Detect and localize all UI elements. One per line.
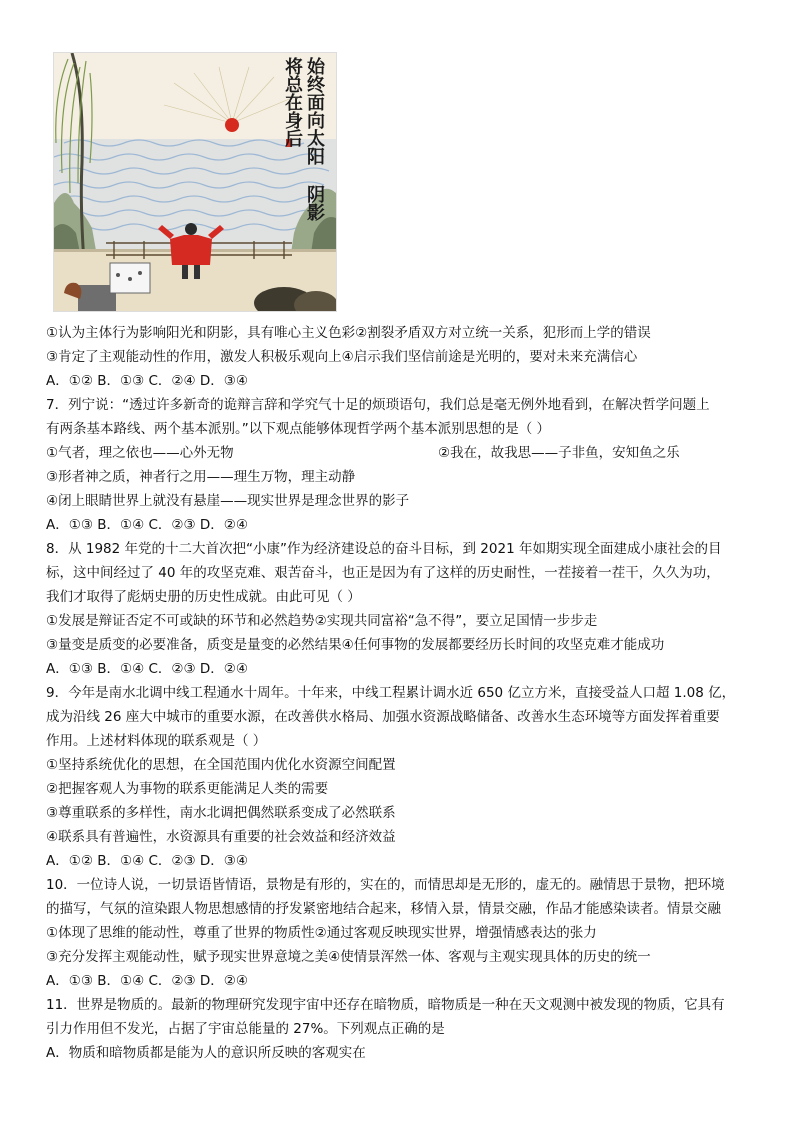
calligraphy-text-3: 将总在身后 <box>282 57 303 147</box>
calligraphy-column-2 <box>304 185 325 221</box>
q8-option-line-2: ③量变是质变的必要准备，质变是量变的必然结果④任何事物的发展都要经历长时间的攻坚克难才能成功 <box>46 637 665 653</box>
q10-option-line-1: ①体现了思维的能动性，尊重了世界的物质性②通过客观反映现实世界，增强情感表达的张力 <box>46 925 597 941</box>
question-8 <box>46 537 756 681</box>
calligraphy-column-1 <box>304 57 325 165</box>
q10-stem-line-2: 的描写，气氛的渲染跟人物思想感情的抒发紧密地结合起来，移情入景，情景交融，作品才能感染读者。情景交融 <box>46 901 721 917</box>
q11-stem-line-2: 引力作用但不发光，占据了宇宙总能量的 27%。下列观点正确的是 <box>46 1021 445 1037</box>
question-10 <box>46 873 756 993</box>
sun-icon <box>225 118 239 132</box>
q10-option-line-2: ③充分发挥主观能动性，赋予现实世界意境之美④使情景浑然一体、客观与主观实现具体的历史的统一 <box>46 949 651 965</box>
ink-painting-illustration <box>53 52 337 312</box>
calligraphy-text-2: 阴影 <box>304 185 325 221</box>
q6-option-line-2: ③肯定了主观能动性的作用，激发人积极乐观向上④启示我们坚信前途是光明的，要对未来充满信心 <box>46 349 638 365</box>
q7-option-1: ①气者，理之依也——心外无物 <box>46 445 234 461</box>
q7-option-3: ③形者神之质，神者行之用——理生万物，理主动静 <box>46 469 356 485</box>
q6-answer-choices: A．①② B．①③ C．②④ D．③④ <box>46 373 249 389</box>
calligraphy-column-3 <box>282 57 303 147</box>
q7-option-4: ④闭上眼睛世界上就没有悬崖——现实世界是理念世界的影子 <box>46 493 410 509</box>
q9-option-2: ②把握客观人为事物的联系更能满足人类的需要 <box>46 781 329 797</box>
q9-option-1: ①坚持系统优化的思想，在全国范围内优化水资源空间配置 <box>46 757 396 773</box>
q10-stem-line-1: 10．一位诗人说，一切景语皆情语，景物是有形的，实在的，而情思却是无形的，虚无的。融情思于景物，把环境 <box>46 877 725 893</box>
q7-options-row-1 <box>46 441 756 465</box>
calligraphy-text-1: 始终面向太阳 <box>304 57 325 165</box>
q11-stem-line-1: 11．世界是物质的。最新的物理研究发现宇宙中还存在暗物质，暗物质是一种在天文观测中被发现的物质，它具有 <box>46 997 725 1013</box>
q8-stem-line-2: 标，这中间经过了 40 年的攻坚克难、艰苦奋斗，也正是因为有了这样的历史耐性，一茬接着一茬干，久久为功， <box>46 565 720 581</box>
q9-stem-line-2: 成为沿线 26 座大中城市的重要水源，在改善供水格局、加强水资源战略储备、改善水生态环境等方面发挥着重要 <box>46 709 720 725</box>
q10-answer-choices: A．①③ B．①④ C．②③ D．②④ <box>46 973 249 989</box>
q9-option-4: ④联系具有普遍性，水资源具有重要的社会效益和经济效益 <box>46 829 396 845</box>
question-6-options <box>46 321 756 393</box>
q8-answer-choices: A．①③ B．①④ C．②③ D．②④ <box>46 661 249 677</box>
q9-stem-line-3: 作用。上述材料体现的联系观是（ ） <box>46 733 267 749</box>
q8-stem-line-3: 我们才取得了彪炳史册的历史性成就。由此可见（ ） <box>46 589 361 605</box>
q8-stem-line-1: 8．从 1982 年党的十二大首次把“小康”作为经济建设总的奋斗目标，到 2021 年如期实现全面建成小康社会的目 <box>46 541 722 557</box>
q8-option-line-1: ①发展是辩证否定不可或缺的环节和必然趋势②实现共同富裕“急不得”，要立足国情一步步走 <box>46 613 598 629</box>
q7-stem-line-2: 有两条基本路线、两个基本派别。”以下观点能够体现哲学两个基本派别思想的是（ ） <box>46 421 551 437</box>
q11-option-a: A．物质和暗物质都是能为人的意识所反映的客观实在 <box>46 1045 366 1061</box>
q9-stem-line-1: 9．今年是南水北调中线工程通水十周年。十年来，中线工程累计调水近 650 亿立方米，直接受益人口超 1.08 亿， <box>46 685 736 701</box>
question-9 <box>46 681 756 873</box>
q9-answer-choices: A．①② B．①④ C．②③ D．③④ <box>46 853 249 869</box>
question-11 <box>46 993 756 1065</box>
q7-option-2: ②我在，故我思——子非鱼，安知鱼之乐 <box>438 445 680 461</box>
q6-option-line-1: ①认为主体行为影响阳光和阴影，具有唯心主义色彩②割裂矛盾双方对立统一关系，犯形而上学的错误 <box>46 325 651 341</box>
q9-option-3: ③尊重联系的多样性，南水北调把偶然联系变成了必然联系 <box>46 805 396 821</box>
q7-stem-line-1: 7．列宁说：“透过许多新奇的诡辩言辞和学究气十足的烦琐语句，我们总是毫无例外地看到，在解决哲学问题上 <box>46 397 710 413</box>
question-7 <box>46 393 756 537</box>
q7-answer-choices: A．①③ B．①④ C．②③ D．②④ <box>46 517 249 533</box>
